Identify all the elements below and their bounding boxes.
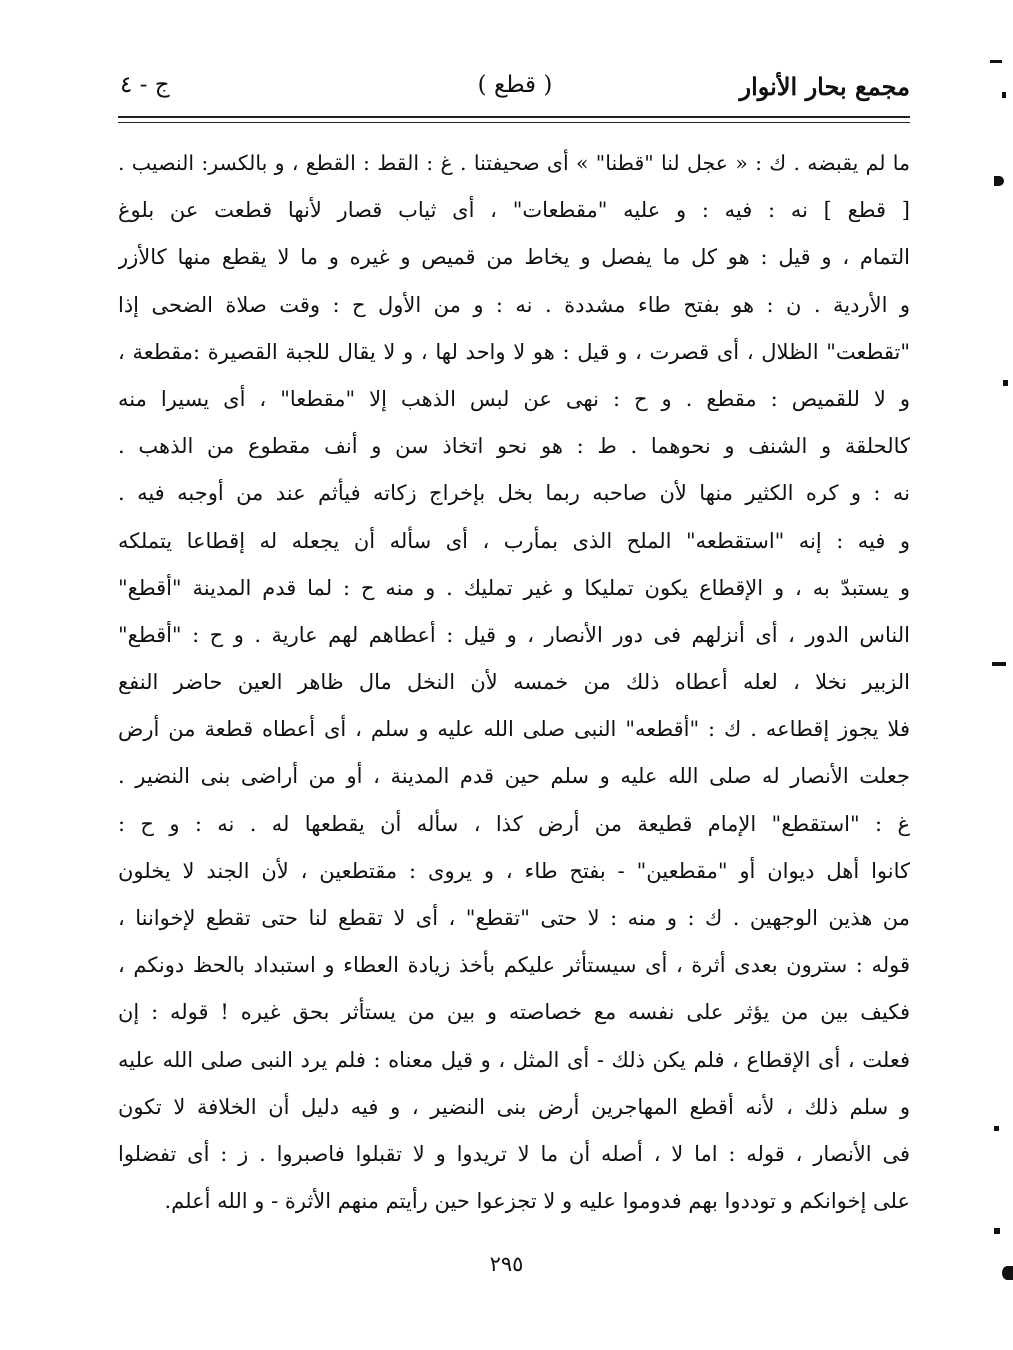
text-line: فلا يجوز إقطاعه . ك : "أقطعه" النبى صلى الله عليه و سلم ، أى أعطاه قطعة من أرض <box>118 717 910 742</box>
text-line: كالحلقة و الشنف و نحوهما . ط : هو نحو اتخاذ سن و أنف مقطوع من الذهب . <box>118 434 910 459</box>
text-line: من هذين الوجهين . ك : و منه : لا حتى "تقطع" ، أى لا تقطع لنا حتى تقطع لإخواننا ، <box>118 906 910 930</box>
header-rule-thin <box>118 122 910 123</box>
book-title: مجمع بحار الأنوار <box>739 72 910 101</box>
text-line: نه : و كره الكثير منها لأن صاحبه ربما بخل بإخراج زكاته فيأثم عند من أوجبه فيه . <box>118 481 910 506</box>
text-line: الزبير نخلا ، لعله أعطاه ذلك من خمسه لأن النخل مال ظاهر العين حاضر النفع <box>118 670 910 695</box>
scan-speck <box>994 1228 1000 1234</box>
header-rule-thick <box>118 116 910 118</box>
scan-speck <box>994 1126 999 1131</box>
scan-speck <box>994 176 1004 186</box>
text-line: كانوا أهل ديوان أو "مقطعين" - بفتح طاء ، و يروى : مقتطعين ، لأن الجند لا يخلون <box>118 858 910 883</box>
scan-speck <box>1002 92 1006 98</box>
text-line: [ قطع ] نه : فيه : و عليه "مقطعات" ، أى ثياب قصار لأنها قطعت عن بلوغ <box>118 198 910 223</box>
text-line: غ : "استقطع" الإمام قطيعة من أرض كذا ، سأله أن يقطعها له . نه : و ح : <box>118 811 910 836</box>
text-line: و فيه : إنه "استقطعه" الملح الذى بمأرب ، أى سأله أن يجعله له إقطاعا يتملكه <box>118 528 910 553</box>
text-line: جعلت الأنصار له صلى الله عليه و سلم حين قدم المدينة ، أو من أراضى بنى النضير . <box>118 764 910 789</box>
running-header <box>120 72 910 116</box>
scan-speck <box>990 60 1002 63</box>
text-line: فى الأنصار ، قوله : اما لا ، أصله أن ما لا تريدوا و لا تقبلوا فاصبروا . ز : أى تفضلوا <box>118 1141 910 1166</box>
text-line: و يستبدّ به ، و الإقطاع يكون تمليكا و غير تمليك . و منه ح : لما قدم المدينة "أقطع" <box>118 575 910 600</box>
text-line: و الأردية . ن : هو بفتح طاء مشددة . نه : و من الأول ح : وقت صلاة الضحى إذا <box>118 292 910 317</box>
scan-speck <box>1002 1266 1013 1280</box>
scan-speck <box>1003 380 1008 386</box>
text-line: فعلت ، أى الإقطاع ، فلم يكن ذلك - أى المثل ، و قيل معناه : فلم يرد النبى صلى الله عليه <box>118 1047 910 1072</box>
text-line: و سلم ذلك ، لأنه أقطع المهاجرين أرض بنى النضير ، و فيه دليل أن الخلافة لا تكون <box>118 1094 910 1119</box>
entry-word: ( قطع ) <box>477 72 553 98</box>
text-line: الناس الدور ، أى أنزلهم فى دور الأنصار ، و قيل : أعطاهم لهم عارية . و ح : "أقطع" <box>118 622 910 647</box>
scan-speck <box>992 662 1006 666</box>
text-line: "تقطعت" الظلال ، أى قصرت ، و قيل : هو لا واحد لها ، و لا يقال للجبة القصيرة :مقطعة ، <box>118 339 910 364</box>
text-line: قوله : سترون بعدى أثرة ، أى سيستأثر عليكم بأخذ زيادة العطاء و استبداد بالحظ دونكم ، <box>118 953 910 978</box>
text-line: و لا للقميص : مقطع . و ح : نهى عن لبس الذهب إلا "مقطعا" ، أى يسيرا منه <box>118 386 910 411</box>
body-text <box>118 140 910 1225</box>
volume-number: ج - ٤ <box>120 72 170 98</box>
text-line: على إخوانكم و توددوا بهم فدوموا عليه و لا تجزعوا حين رأيتم منهم الأثرة - و الله أعلم. <box>164 1189 910 1214</box>
text-line: التمام ، و قيل : هو كل ما يفصل و يخاط من قميص و غيره و ما لا يقطع منها كالأزر <box>118 245 910 270</box>
page-number: ٢٩٥ <box>489 1252 524 1276</box>
text-line: فكيف بين من يؤثر على نفسه مع خصاصته و بين من يستأثر بحق غيره ! قوله : إن <box>118 1000 910 1025</box>
text-line: ما لم يقبضه . ك : « عجل لنا "قطنا" » أى صحيفتنا . غ : القط : القطع ، و بالكسر: النصيب . <box>118 151 910 175</box>
